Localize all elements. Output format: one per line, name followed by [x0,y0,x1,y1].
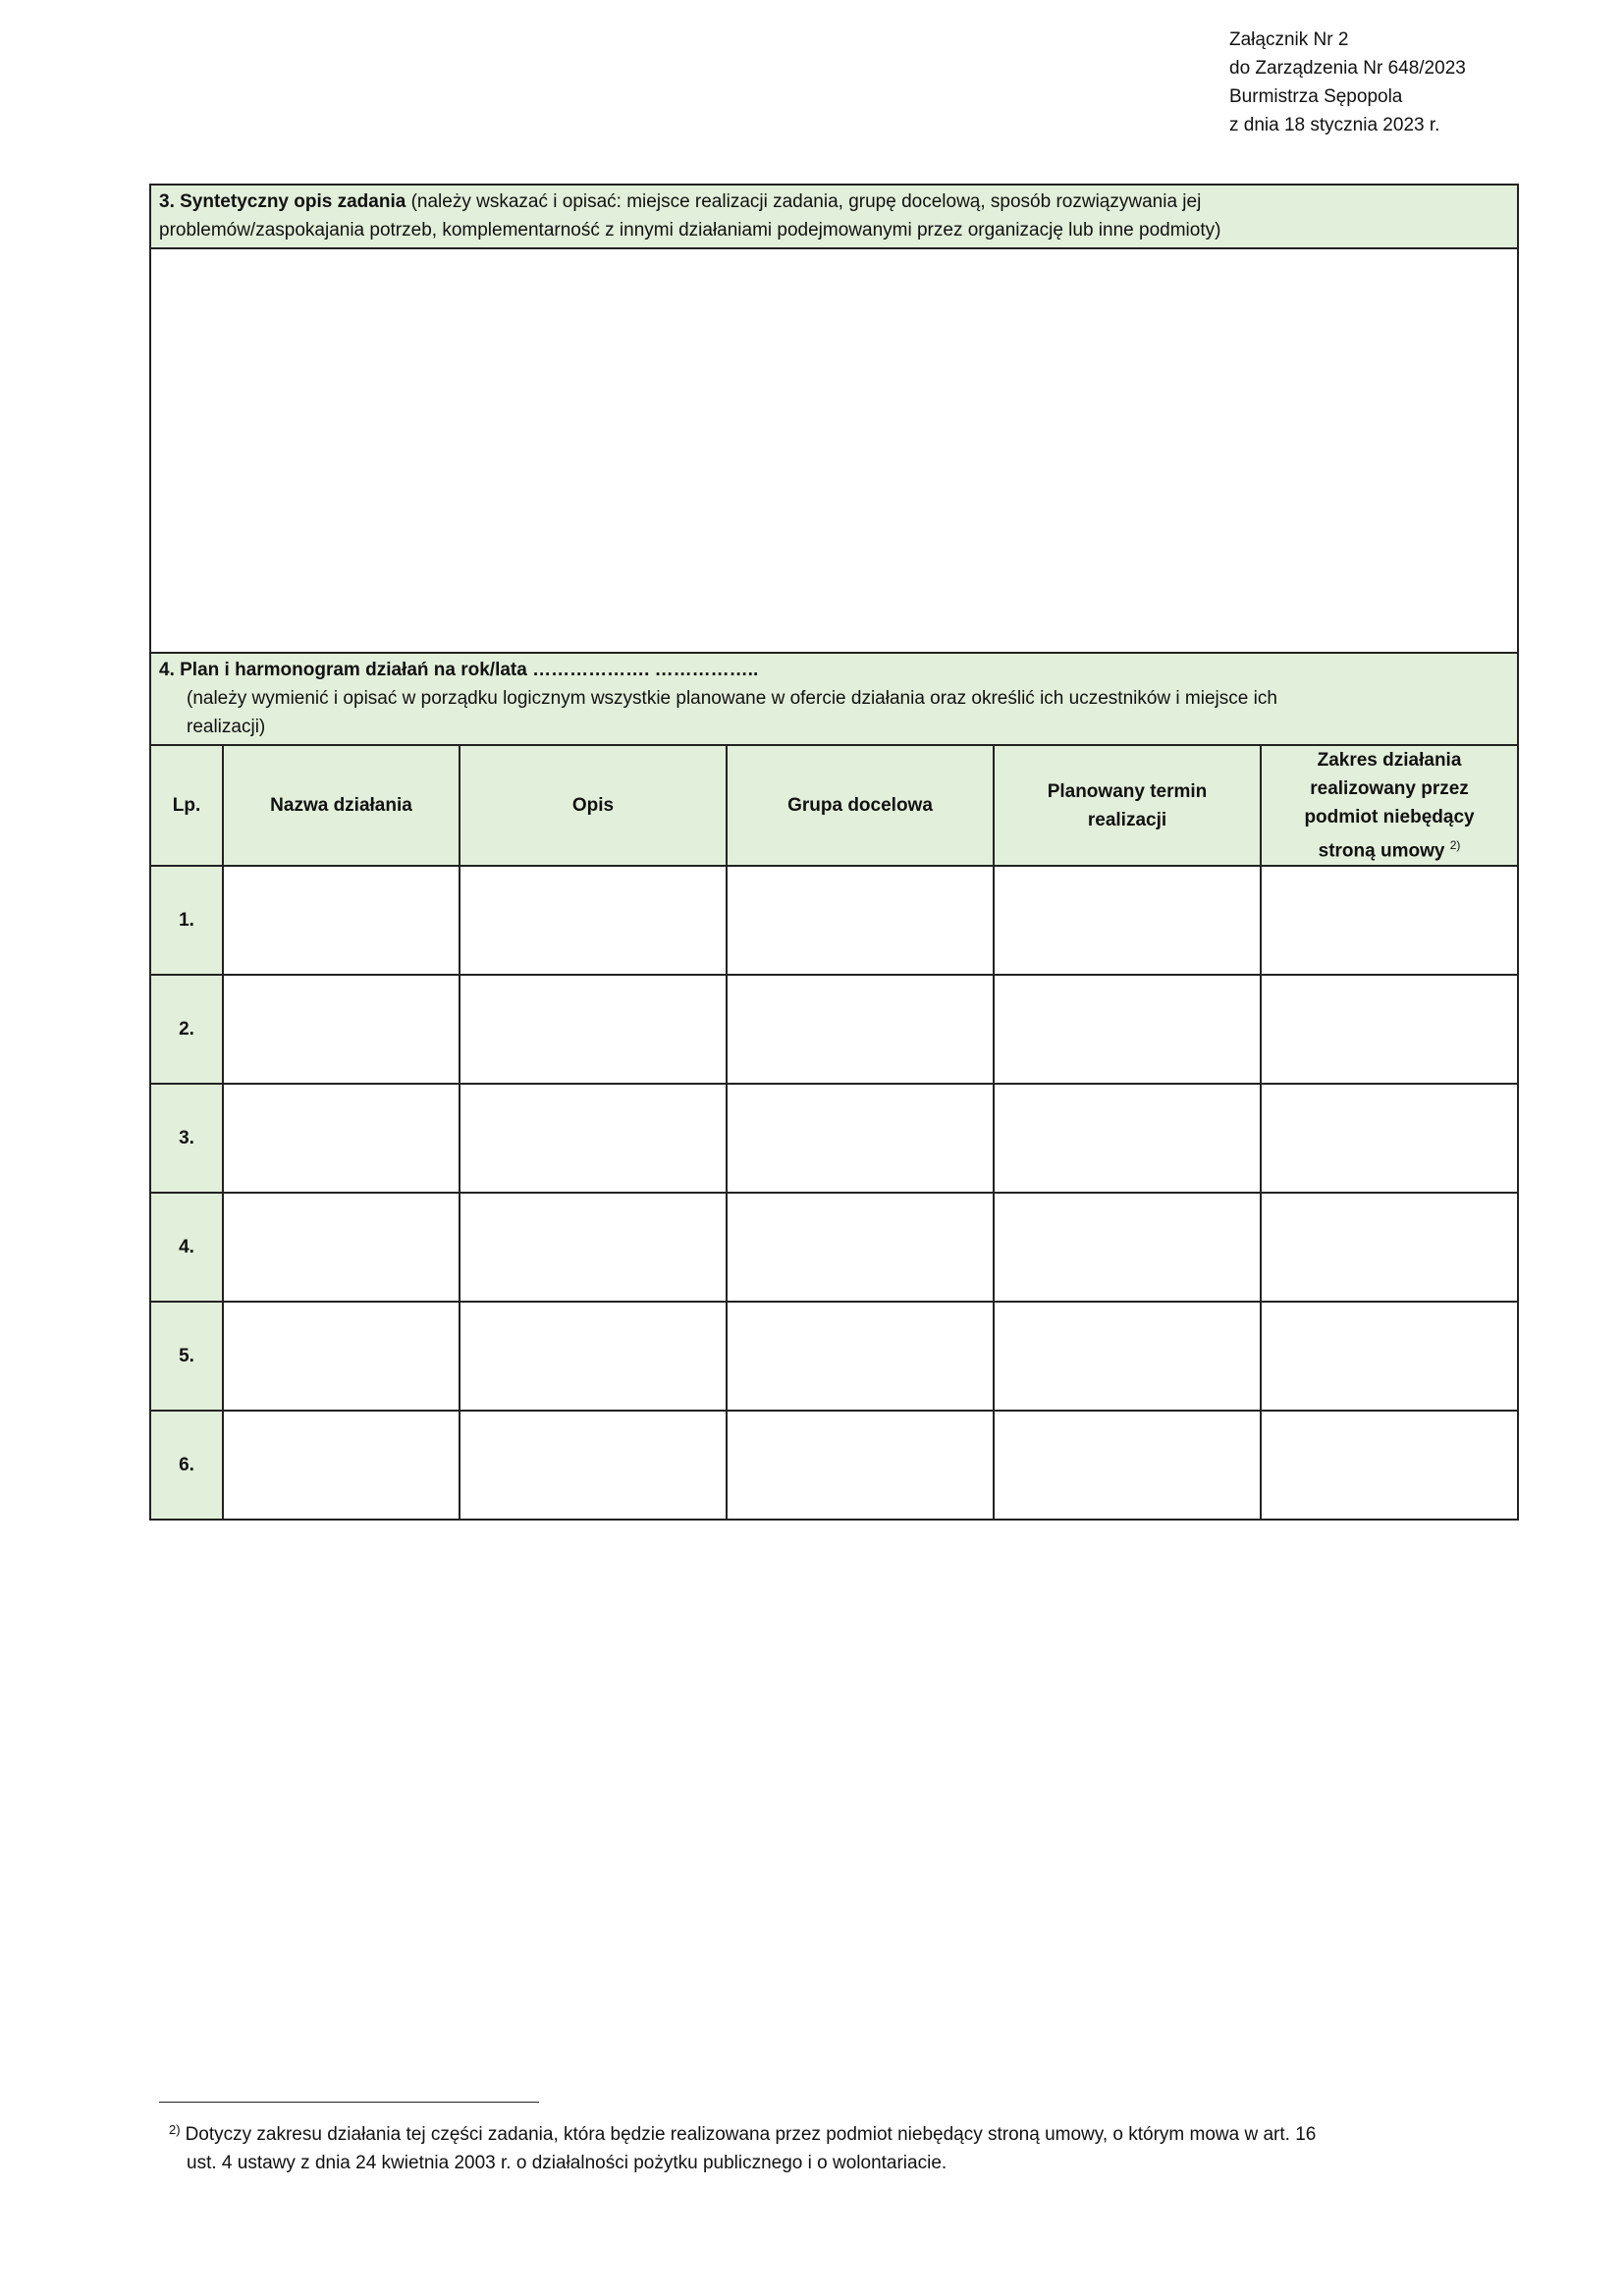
section-4-header [150,653,1518,745]
activity-name-cell[interactable] [223,1411,460,1520]
attachment-line-3: Burmistrza Sępopola [1229,86,1403,107]
header-activity-name: Nazwa działania [223,745,460,866]
table-header-row [150,745,1518,866]
header-planned-term-line-1: Planowany termin [1047,780,1208,802]
target-group-cell[interactable] [727,975,994,1084]
attachment-line-1: Załącznik Nr 2 [1229,29,1349,50]
scope-cell[interactable] [1261,1302,1518,1411]
footnote-reference: 2) [1449,838,1461,852]
attachment-line-2: do Zarządzenia Nr 648/2023 [1229,58,1466,79]
row-number: 1. [150,866,223,975]
section-4-title: 4. Plan i harmonogram działań na rok/lata ………………. …………….. [159,660,759,680]
planned-term-cell[interactable] [994,1193,1261,1302]
table-row [150,1193,1518,1302]
header-description: Opis [460,745,727,866]
footnote-separator [159,2102,539,2103]
activity-name-cell[interactable] [223,1302,460,1411]
section-3-header [150,185,1518,248]
offer-form-table [149,184,1519,1521]
target-group-cell[interactable] [727,1302,994,1411]
header-lp: Lp. [150,745,223,866]
header-scope-line-3: podmiot niebędący [1304,807,1475,828]
row-number: 6. [150,1411,223,1520]
description-cell[interactable] [460,975,727,1084]
target-group-cell[interactable] [727,1084,994,1193]
footnote [169,2115,1504,2177]
header-target-group: Grupa docelowa [727,745,994,866]
header-planned-term [994,745,1261,866]
section-3-description-part-1: (należy wskazać i opisać: miejsce realizacji zadania, grupę docelową, sposób rozwiązywania jej [406,191,1202,212]
description-cell[interactable] [460,866,727,975]
header-planned-term-line-2: realizacji [1087,809,1167,830]
activity-name-cell[interactable] [223,1084,460,1193]
header-scope-line-2: realizowany przez [1310,778,1469,799]
planned-term-cell[interactable] [994,1411,1261,1520]
description-cell[interactable] [460,1084,727,1193]
header-scope [1261,745,1518,866]
footnote-mark: 2) [169,2122,181,2137]
footnote-line-1: Dotyczy zakresu działania tej części zadania, która będzie realizowana przez podmiot niebędący stroną umowy, o którym mowa w art. 16 [185,2124,1317,2145]
scope-cell[interactable] [1261,866,1518,975]
scope-cell[interactable] [1261,1411,1518,1520]
row-number: 4. [150,1193,223,1302]
header-scope-line-4: stroną umowy [1318,840,1445,862]
table-row [150,1084,1518,1193]
target-group-cell[interactable] [727,1193,994,1302]
section-3-description-field[interactable] [150,248,1518,653]
table-row [150,1411,1518,1520]
planned-term-cell[interactable] [994,975,1261,1084]
scope-cell[interactable] [1261,1084,1518,1193]
attachment-note [1229,26,1466,139]
target-group-cell[interactable] [727,1411,994,1520]
scope-cell[interactable] [1261,975,1518,1084]
row-number: 3. [150,1084,223,1193]
row-number: 2. [150,975,223,1084]
attachment-line-4: z dnia 18 stycznia 2023 r. [1229,115,1440,135]
table-row [150,1302,1518,1411]
table-row [150,975,1518,1084]
header-scope-line-1: Zakres działania [1317,750,1462,771]
planned-term-cell[interactable] [994,1084,1261,1193]
description-cell[interactable] [460,1302,727,1411]
activity-name-cell[interactable] [223,975,460,1084]
description-cell[interactable] [460,1411,727,1520]
footnote-line-2: ust. 4 ustawy z dnia 24 kwietnia 2003 r. o działalności pożytku publicznego i o wolontariacie. [187,2153,947,2173]
target-group-cell[interactable] [727,866,994,975]
section-3-title: 3. Syntetyczny opis zadania [159,191,406,212]
section-4-description-line-2: realizacji) [187,717,266,737]
activity-name-cell[interactable] [223,866,460,975]
description-cell[interactable] [460,1193,727,1302]
activity-name-cell[interactable] [223,1193,460,1302]
planned-term-cell[interactable] [994,866,1261,975]
table-row [150,866,1518,975]
section-3-description-part-2: problemów/zaspokajania potrzeb, komplementarność z innymi działaniami podejmowanymi przez organizację lub inne podmioty) [159,220,1221,240]
section-4-description-line-1: (należy wymienić i opisać w porządku logicznym wszystkie planowane w ofercie działania oraz określić ich uczestników i miejsce ich [187,688,1277,709]
row-number: 5. [150,1302,223,1411]
planned-term-cell[interactable] [994,1302,1261,1411]
scope-cell[interactable] [1261,1193,1518,1302]
